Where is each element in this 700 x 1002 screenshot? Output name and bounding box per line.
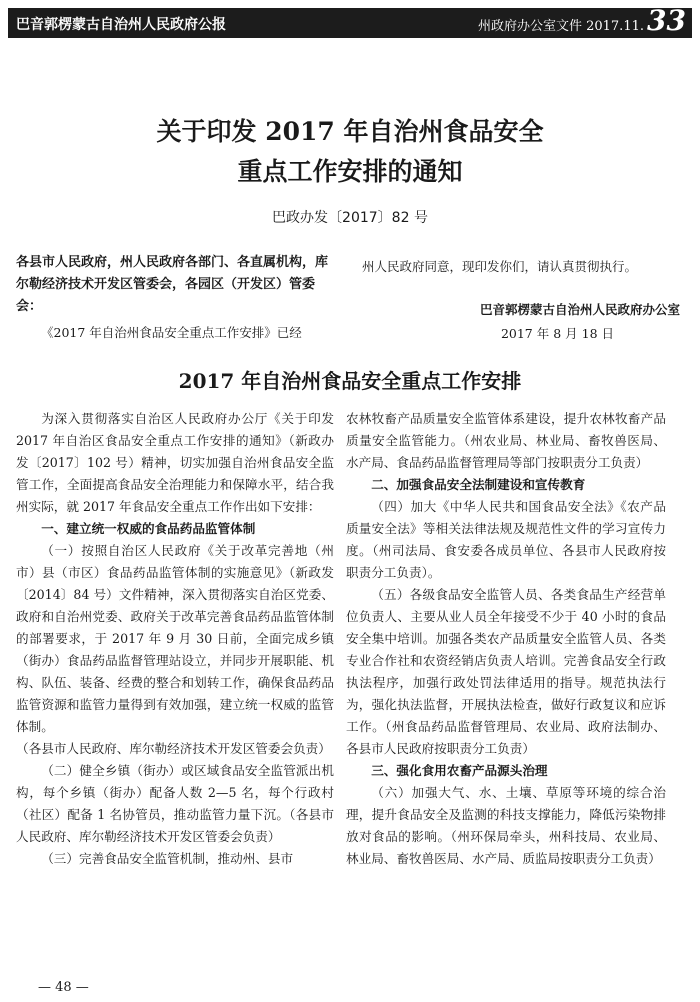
paragraph-5: （五）各级食品安全监管人员、各类食品生产经营单位负责人、主要从业人员全年接受不少于 40 小时的食品安全集中培训。加强各类农产品质量安全监管人员、各类专业合作社和农资经销店负责人培训。完善食品安全行政执法程序，加强行政处罚法律适用的指导。规范执法行为，强化执法监督，开展执法检查，做好行政复议和应诉工作。（州食品药品监督管理局、农业局、政府法制办、各县市人民政府按职责分工负责）: [346, 587, 666, 756]
document-title-line1: 关于印发 2017 年自治州食品安全: [156, 117, 544, 146]
heading-2: 二、加强食品安全法制建设和宣传教育: [371, 477, 586, 492]
header-issue-date: 州政府办公室文件 2017.11.: [477, 19, 644, 34]
running-header: [8, 4, 692, 38]
document-title-line2: 重点工作安排的通知: [237, 157, 463, 186]
paragraph-1-responsibility: （各县市人民政府、库尔勒经济技术开发区管委会负责）: [16, 741, 331, 756]
header-issue-number: 33: [647, 4, 686, 37]
paragraph-6: （六）加强大气、水、土壤、草原等环境的综合治理，提升食品安全及监测的科技支撑能力，降低污染物排放对食品的影响。（州环保局牵头，州科技局、农业局、林业局、畜牧兽医局、水产局、质监局按职责分工负责）: [346, 785, 666, 866]
intro-paragraph: 为深入贯彻落实自治区人民政府办公厅《关于印发 2017 年自治区食品安全重点工作安排的通知》（新政办发〔2017〕102 号）精神，切实加强自治州食品安全监管工作，全面提高食品安全治理能力和保障水平，结合我州实际，就 2017 年食品安全重点工作作出如下安排：: [16, 411, 334, 514]
paragraph-3-start: （三）完善食品安全监管机制，推动州、县市: [41, 851, 294, 866]
paragraph-2: （二）健全乡镇（街办）或区域食品安全监管派出机构，每个乡镇（街办）配备人数 2—5 名，每个行政村（社区）配备 1 名协管员，推动监管力量下沉。（各县市人民政府、库尔勒经济技术开发区管委会负责）: [16, 763, 334, 844]
right-column: [346, 408, 666, 870]
notice-text-end: 州人民政府同意，现印发你们，请认真贯彻执行。: [362, 259, 638, 274]
page-number: — 48 —: [38, 980, 89, 995]
left-column: [16, 408, 334, 870]
paragraph-3-continued: 农林牧畜产品质量安全监管体系建设，提升农林牧畜产品质量安全监管能力。（州农业局、林业局、畜牧兽医局、水产局、食品药品监督管理局等部门按职责分工负责）: [346, 411, 666, 470]
section-title: 2017 年自治州食品安全重点工作安排: [178, 369, 522, 393]
paragraph-4: （四）加大《中华人民共和国食品安全法》《农产品质量安全法》等相关法律法规及规范性文件的学习宣传力度。（州司法局、食安委各成员单位、各县市人民政府按职责分工负责）。: [346, 499, 666, 580]
issuer: 巴音郭楞蒙古自治州人民政府办公室: [479, 302, 680, 317]
issue-date: 2017 年 8 月 18 日: [500, 326, 614, 341]
addressees: 各县市人民政府，州人民政府各部门、各直属机构，库尔勒经济技术开发区管委会，各园区（开发区）管委会：: [16, 255, 329, 314]
heading-1: 一、建立统一权威的食品药品监管体制: [41, 521, 256, 536]
header-gazette-name: 巴音郭楞蒙古自治州人民政府公报: [16, 17, 226, 33]
document-number: 巴政办发〔2017〕82 号: [272, 210, 428, 226]
notice-text-start: 《2017 年自治州食品安全重点工作安排》已经: [41, 325, 302, 340]
paragraph-1: （一）按照自治区人民政府《关于改革完善地（州市）县（市区）食品药品监管体制的实施意见》（新政发〔2014〕84 号）文件精神，深入贯彻落实自治区党委、政府和自治州党委、政府关于改革完善食品药品监管体制的部署要求，于 2017 年 9 月 30 日前，全面完成乡镇（街办）食品药品监督管理站设立，并同步开展职能、机构、队伍、装备、经费的整合和划转工作，确保食品药品监管资源和监管力量得到有效加强，建立统一权威的监管体制。: [16, 543, 334, 734]
heading-3: 三、强化食用农畜产品源头治理: [371, 763, 548, 778]
